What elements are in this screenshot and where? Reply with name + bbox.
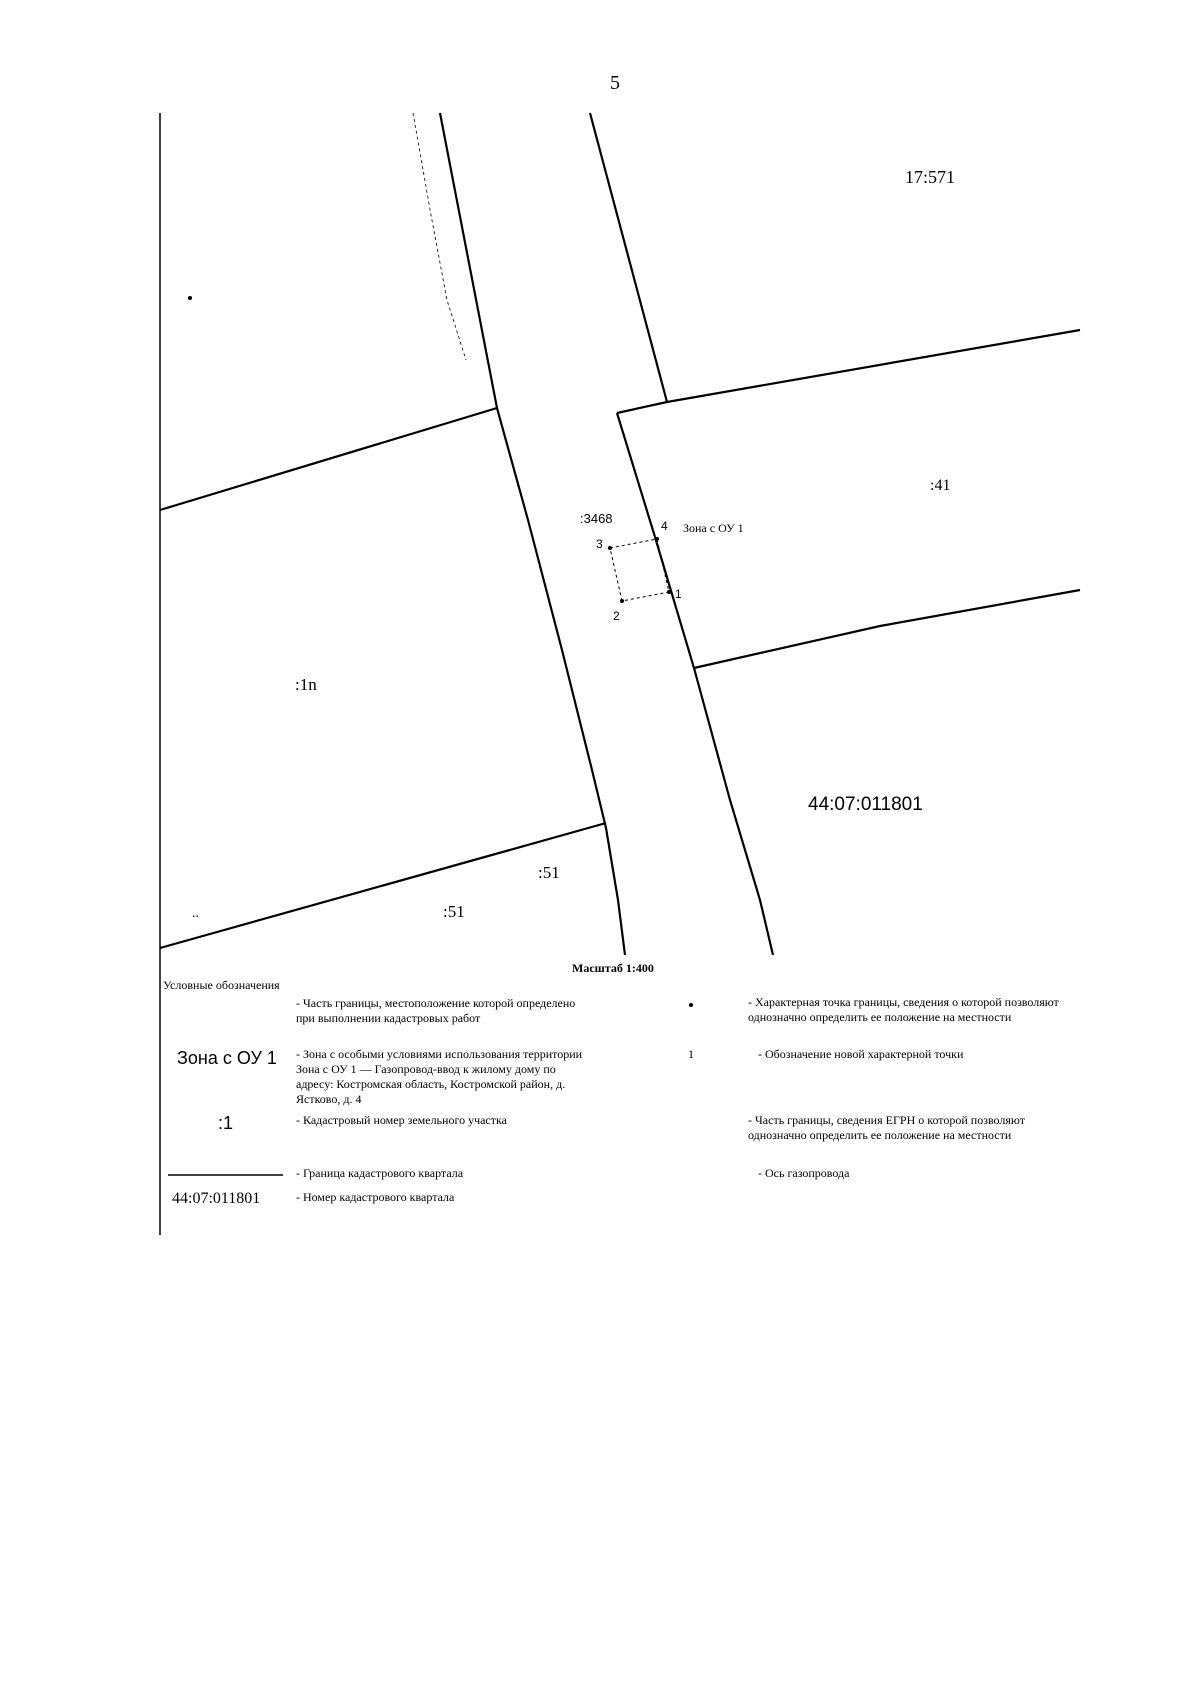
legend-zone-symbol: Зона с ОУ 1 bbox=[177, 1048, 277, 1068]
label-parcel-1n: :1n bbox=[295, 675, 317, 694]
legend-parcel-text: - Кадастровый номер земельного участка bbox=[296, 1113, 507, 1127]
legend-title: Условные обозначения bbox=[163, 978, 280, 992]
page-number: 5 bbox=[610, 72, 620, 94]
label-parcel-3468: :3468 bbox=[580, 511, 613, 526]
legend-egrn-boundary-text: - Часть границы, сведения ЕГРН о которой позволяют однозначно определить ее положение на местности bbox=[748, 1113, 1025, 1142]
legend-boundary-defined: - Часть границы, местоположение которой определено при выполнении кадастровых работ bbox=[296, 996, 576, 1025]
label-parcel-41: :41 bbox=[930, 477, 951, 494]
legend-gas-axis-text: - Ось газопровода bbox=[758, 1166, 850, 1180]
label-parcel-bottom-left: .. bbox=[192, 906, 199, 921]
legend-point-dot-text: - Характерная точка границы, сведения о которой позволяют однозначно определить ее положение на местности bbox=[748, 995, 1059, 1024]
label-parcel-51-a: :51 bbox=[538, 863, 560, 882]
legend-quarter-text: - Номер кадастрового квартала bbox=[296, 1190, 455, 1204]
legend-new-point-symbol: 1 bbox=[688, 1047, 694, 1061]
legend-new-point-text: - Обозначение новой характерной точки bbox=[758, 1047, 964, 1061]
point-label-1: 1 bbox=[675, 587, 682, 601]
legend-zone-text: - Зона с особыми условиями использования территории Зона с ОУ 1 — Газопровод-ввод к жилому дому по адресу: Костромская область, Костромской район, д. Ястково, д. 4 bbox=[296, 1047, 583, 1106]
label-parcel-51-b: :51 bbox=[443, 902, 465, 921]
legend-quarter-line-text: - Граница кадастрового квартала bbox=[296, 1166, 464, 1180]
point-label-4: 4 bbox=[661, 519, 668, 533]
scale-label: Масштаб 1:400 bbox=[572, 961, 654, 975]
label-parcel-17-571: 17:571 bbox=[905, 167, 956, 187]
label-quarter-number: 44:07:011801 bbox=[808, 794, 923, 815]
legend-parcel-symbol: :1 bbox=[218, 1113, 234, 1133]
legend-quarter-symbol: 44:07:011801 bbox=[172, 1190, 261, 1207]
point-label-2: 2 bbox=[613, 609, 620, 623]
label-zone: Зона с ОУ 1 bbox=[683, 521, 744, 535]
point-label-3: 3 bbox=[596, 537, 603, 551]
